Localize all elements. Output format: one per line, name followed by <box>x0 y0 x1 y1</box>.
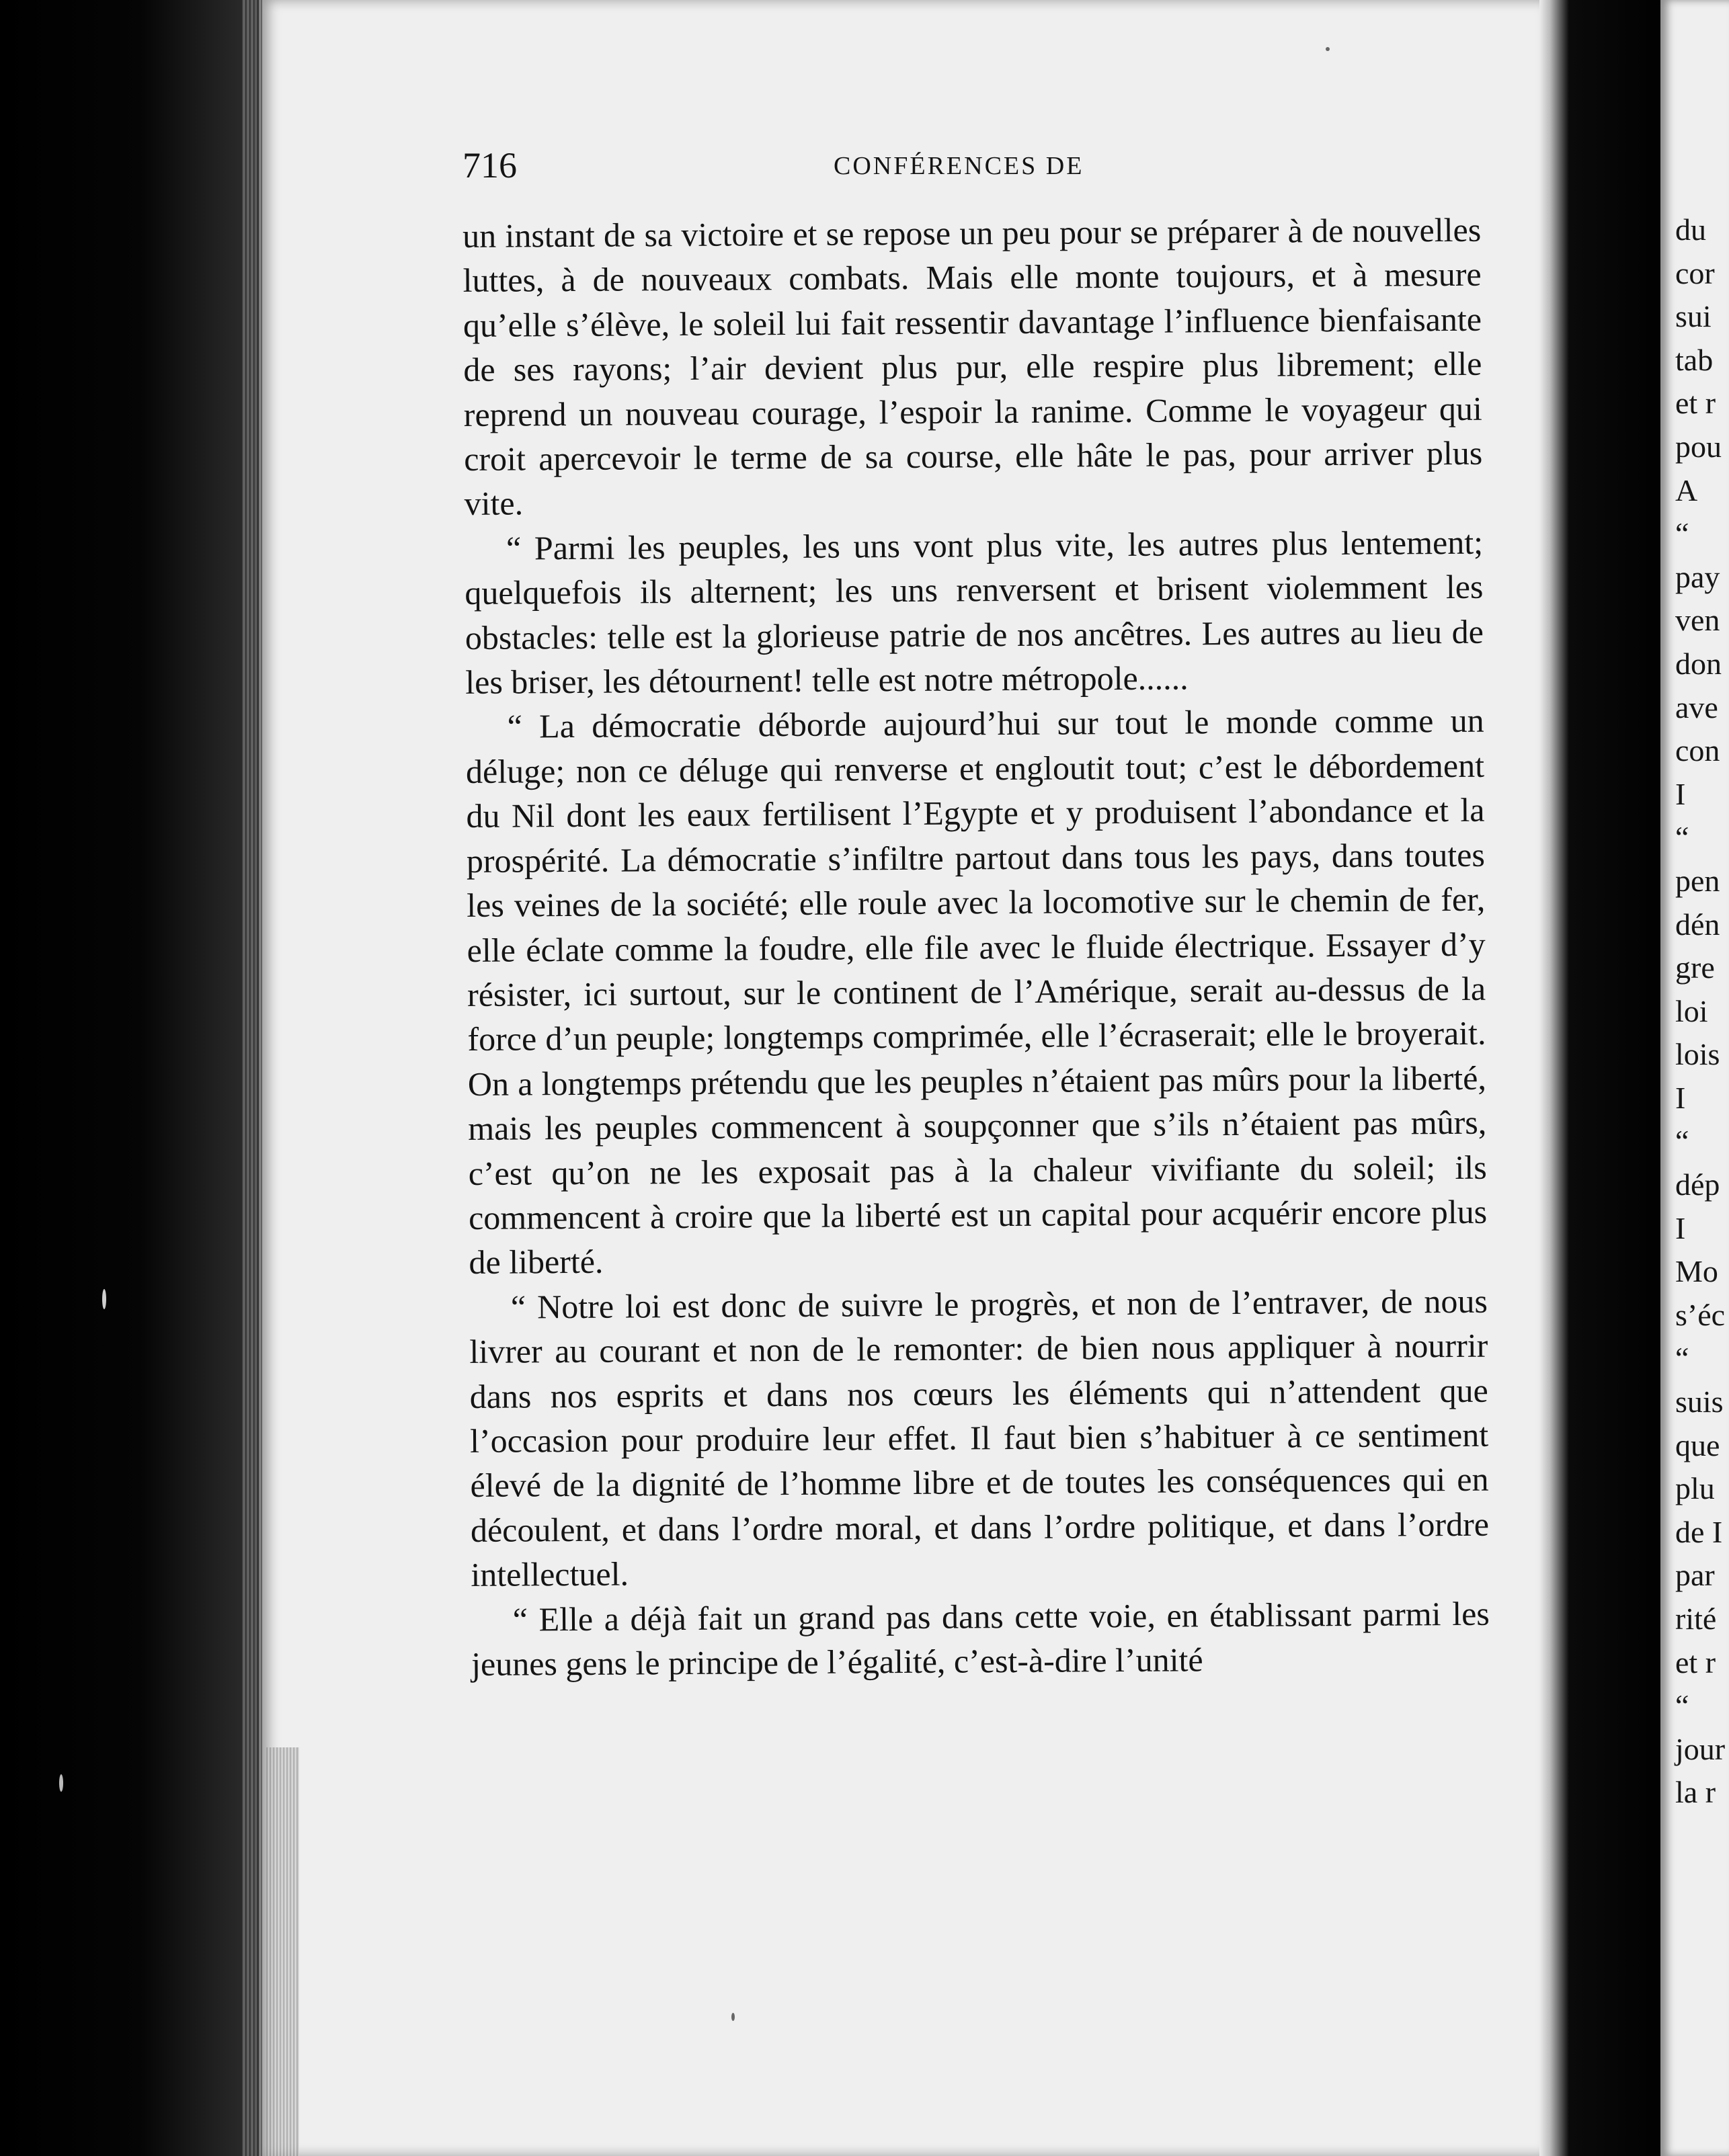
facing-page-sliver <box>1660 0 1729 2156</box>
facing-page-line: ven <box>1675 603 1720 638</box>
paragraph-quote-notre-loi: “ Notre loi est donc de suivre le progrès, et non de l’entraver, de nous livrer au courant et non de le remonter: de bien nous appliquer à nourrir dans nos esprits et dans nos cœurs les éléments qui n’attendent que l’occasion pour produire leur effet. Il faut bien s’habituer à ce sentiment élevé de la dignité de l’homme libre et de toutes les conséquences qui en découlent, et dans l’ordre moral, et dans l’ordre politique, et dans l’ordre intellectuel. <box>469 1282 1490 1594</box>
facing-page-line: lois <box>1675 1037 1720 1072</box>
facing-page-line: que <box>1675 1427 1720 1462</box>
scan-speck <box>1326 47 1330 51</box>
facing-page-line: loi <box>1675 993 1708 1028</box>
facing-page-line: s’éc <box>1675 1297 1726 1332</box>
facing-page-line: par <box>1675 1558 1715 1593</box>
facing-page-line: et r <box>1675 1645 1716 1680</box>
facing-page-line: “ <box>1675 1124 1689 1159</box>
book-spine-shadow <box>0 0 255 2156</box>
page-edges-left <box>242 0 262 2156</box>
running-head: CONFÉRENCES DE <box>834 152 1084 180</box>
facing-page-line: pen <box>1675 863 1720 898</box>
page-header <box>463 144 1518 198</box>
facing-page-line: “ <box>1675 1688 1689 1723</box>
scan-speck <box>59 1774 63 1792</box>
page-stack-edges <box>266 1747 299 2156</box>
facing-page-line: con <box>1675 733 1720 768</box>
scan-speck <box>102 1289 106 1309</box>
paragraph-quote-peuples: “ Parmi les peuples, les uns vont plus vite, les autres plus lentement; quelquefois ils alternent; les uns renversent et brisent violemment les obstacles: telle est la glorieuse patrie de nos ancêtres. Les autres au lieu de les briser, les détournent! telle est notre métropole...... <box>465 523 1484 702</box>
book-gutter-right <box>1539 0 1674 2156</box>
paragraph-continuation: un instant de sa victoire et se repose un peu pour se préparer à de nouvelles luttes, à de nouveaux combats. Mais elle monte toujours, et à mesure qu’elle s’élève, le soleil lui fait ressentir davantage l’influence bienfaisante de ses rayons; l’air devient plus pur, elle respire plus librement; elle reprend un nouveau courage, l’espoir la ranime. Comme le voyageur qui croit apercevoir le terme de sa course, elle hâte le pas, pour arriver plus vite. <box>463 210 1483 523</box>
facing-page-line: “ <box>1675 820 1689 855</box>
facing-page-line: I <box>1675 1080 1686 1115</box>
facing-page-line: I <box>1675 776 1686 811</box>
page-number: 716 <box>463 145 517 185</box>
scan-speck <box>731 2013 735 2021</box>
facing-page-lines <box>1675 208 1725 1815</box>
facing-page-line: Mo <box>1675 1254 1718 1289</box>
facing-page-line: tab <box>1675 342 1714 377</box>
facing-page-line: plu <box>1675 1471 1715 1506</box>
facing-page-line: “ <box>1675 1341 1689 1376</box>
paragraph-quote-democratie: “ La démocratie déborde aujourd’hui sur tout le monde comme un déluge; non ce déluge qui renverse et engloutit tout; c’est le débordement du Nil dont les eaux fertilisent l’Egypte et y produisent l’abondance et la prospérité. La démocratie s’infiltre partout dans tous les pays, dans toutes les veines de la société; elle roule avec la locomotive sur le chemin de fer, elle éclate comme la foudre, elle file avec le fluide électrique. Essayer d’y résister, ici surtout, sur le continent de l’Amérique, serait au-dessus de la force d’un peuple; longtemps comprimée, elle l’écraserait; elle le broyerait. On a longtemps prétendu que les peuples n’étaient pas mûrs pour la liberté, mais les peuples commencent à soupçonner que s’ils n’étaient pas mûrs, c’est qu’on ne les exposait pas à la chaleur vivifiante du soleil; ils commencent à croire que la liberté est un capital pour acquérir encore plus de liberté. <box>465 702 1488 1282</box>
facing-page-line: dén <box>1675 907 1720 942</box>
facing-page-line: de I <box>1675 1514 1723 1549</box>
facing-page-line: jour <box>1675 1731 1726 1766</box>
facing-page-line: sui <box>1675 299 1712 334</box>
facing-page-line: cor <box>1675 255 1715 290</box>
facing-page-line: et r <box>1675 386 1716 421</box>
facing-page-line: la r <box>1675 1775 1716 1810</box>
facing-page-line: rité <box>1675 1602 1717 1636</box>
facing-page-line: don <box>1675 646 1722 681</box>
facing-page-line: dép <box>1675 1167 1720 1202</box>
facing-page-line: gre <box>1675 950 1715 985</box>
facing-page-line: I <box>1675 1210 1686 1245</box>
facing-page-line: pou <box>1675 429 1722 464</box>
facing-page-line: pay <box>1675 559 1720 594</box>
page-body-text <box>463 208 1490 1687</box>
facing-page-line: suis <box>1675 1384 1724 1419</box>
facing-page-line: du <box>1675 212 1706 247</box>
paragraph-quote-grand-pas: “ Elle a déjà fait un grand pas dans cette voie, en établissant parmi les jeunes gens le principe de l’égalité, c’est-à-dire l’unité <box>471 1594 1490 1683</box>
facing-page-line: ave <box>1675 690 1718 724</box>
facing-page-line: “ <box>1675 516 1689 551</box>
facing-page-line: A <box>1675 472 1698 507</box>
